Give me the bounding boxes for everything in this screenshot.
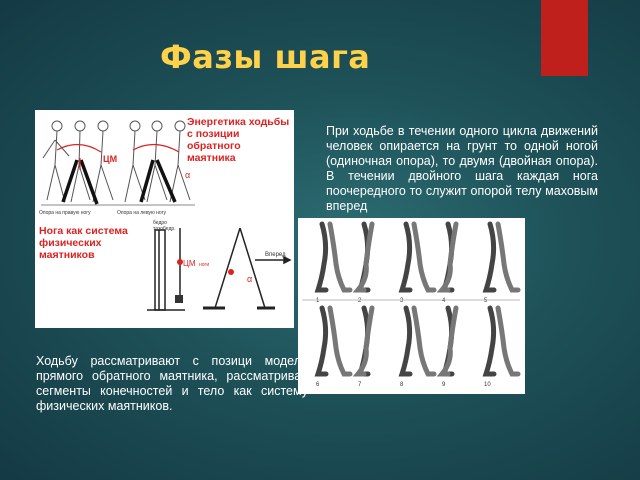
slide-title: Фазы шага <box>160 38 371 76</box>
leg-phase-4 <box>442 224 456 304</box>
leg-phase-3 <box>400 224 434 304</box>
alpha2-label: α <box>247 274 253 284</box>
frame-number: 7 <box>358 382 362 388</box>
frame-number: 5 <box>484 298 488 304</box>
frame-number: 10 <box>484 382 491 388</box>
caption-a: Опора на правую ногу <box>39 210 91 216</box>
step-phases-figure <box>298 218 525 394</box>
frame-number: 2 <box>358 298 362 304</box>
leg-phase-10 <box>484 308 518 388</box>
frame-number: 6 <box>316 382 320 388</box>
step-phases-drawing <box>298 218 525 394</box>
walking-pendulum-figure <box>35 110 294 328</box>
leg-phase-7 <box>358 308 372 388</box>
hip-label: бедро <box>153 220 167 226</box>
energy-label: Энергетика ходьбы с позиции обратного маятника <box>187 116 290 164</box>
forward-label: Вперед <box>265 252 286 258</box>
leg-phase-2 <box>358 224 372 304</box>
leg-phase-9 <box>442 308 456 388</box>
cm-leg-sub: ноги <box>199 262 210 268</box>
frame-number: 8 <box>400 382 404 388</box>
frame-number: 9 <box>442 382 446 388</box>
caption-b: Опора на левую ногу <box>117 210 167 216</box>
shin-label: тазобедр. <box>153 226 176 232</box>
frame-number: 1 <box>316 298 320 304</box>
paragraph-bottom: Ходьбу рассматривают с позици модели прямого обратного маятника, рассматривая сегменты конечностей и тело как систему физических маятников. <box>36 354 308 413</box>
alpha-label: α <box>185 170 191 180</box>
cm-label: ЦМ <box>103 154 118 164</box>
pendulum-label: Нога как система физических маятников <box>39 225 128 261</box>
frame-number: 4 <box>442 298 446 304</box>
accent-bar <box>541 0 588 76</box>
frame-number: 3 <box>400 298 404 304</box>
leg-phase-8 <box>400 308 434 388</box>
cm-leg-label: ЦМ <box>183 259 196 268</box>
leg-phase-5 <box>484 224 518 304</box>
leg-phase-6 <box>316 308 350 388</box>
leg-phase-1 <box>316 224 350 304</box>
paragraph-top: При ходьбе в течении одного цикла движений человек опирается на грунт то одной ногой (одиночная опора), то двумя (двойная опора). В течении двойного шага каждая нога поочередного то служит опорой телу маховым вперед <box>326 124 598 213</box>
